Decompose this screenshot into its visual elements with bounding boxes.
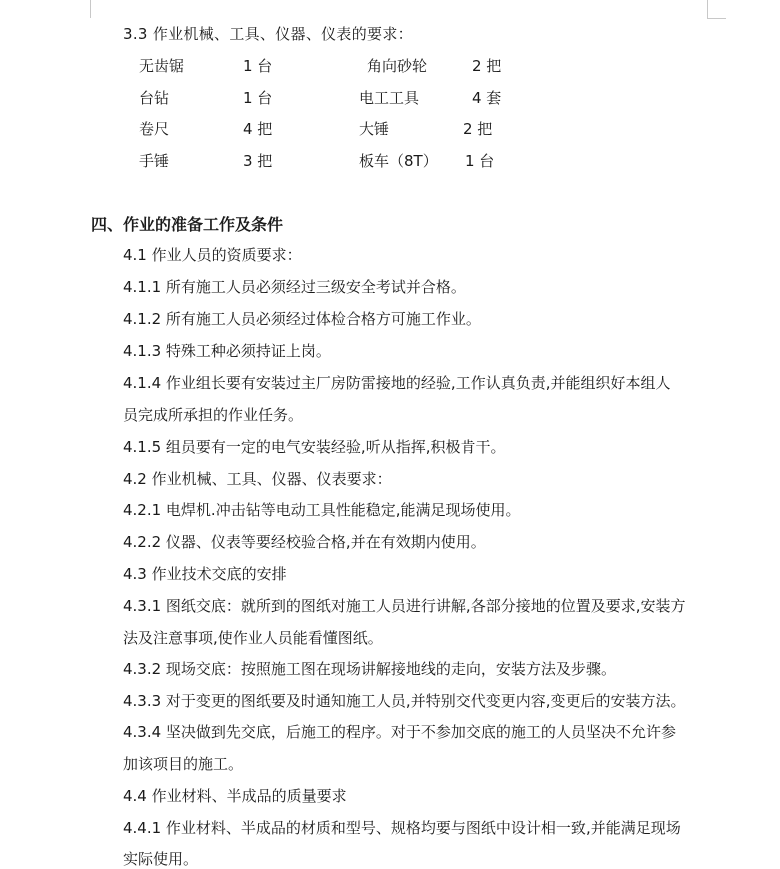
crop-mark-right (707, 0, 726, 19)
doc-line: 实际使用。 (123, 850, 199, 868)
doc-line: 4.1.3 特殊工种必须持证上岗。 (123, 342, 331, 360)
tool-name: 台钻 (139, 89, 170, 107)
doc-line: 4.4.1 作业材料、半成品的材质和型号、规格均要与图纸中设计相一致,并能满足现场 (123, 819, 681, 837)
tool-qty: 1 台 (243, 57, 273, 75)
tool-name: 卷尺 (139, 120, 170, 138)
tool-qty: 2 把 (463, 120, 493, 138)
doc-line: 法及注意事项,使作业人员能看懂图纸。 (123, 629, 383, 647)
crop-mark-left (72, 0, 91, 18)
doc-line: 4.3.1 图纸交底：就所到的图纸对施工人员进行讲解,各部分接地的位置及要求,安装方 (123, 597, 686, 615)
doc-line: 4.1.1 所有施工人员必须经过三级安全考试并合格。 (123, 278, 466, 296)
tool-name: 无齿锯 (139, 57, 185, 75)
tool-qty: 4 把 (243, 120, 273, 138)
doc-line: 员完成所承担的作业任务。 (123, 406, 304, 424)
tool-name: 大锤 (359, 120, 390, 138)
tool-qty: 2 把 (472, 57, 502, 75)
doc-line: 4.3.3 对于变更的图纸要及时通知施工人员,并特别交代变更内容,变更后的安装方法。 (123, 692, 686, 710)
doc-line: 4.1 作业人员的资质要求： (123, 246, 302, 264)
doc-line: 4.3.2 现场交底：按照施工图在现场讲解接地线的走向，安装方法及步骤。 (123, 660, 616, 678)
section-3-3-title: 3.3 作业机械、工具、仪器、仪表的要求： (123, 25, 413, 43)
tool-name: 手锤 (139, 152, 170, 170)
doc-line: 4.3.4 坚决做到先交底，后施工的程序。对于不参加交底的施工的人员坚决不允许参 (123, 723, 676, 741)
doc-line: 4.1.5 组员要有一定的电气安装经验,听从指挥,积极肯干。 (123, 438, 506, 456)
doc-line: 4.3 作业技术交底的安排 (123, 565, 287, 583)
doc-line: 加该项目的施工。 (123, 755, 244, 773)
tool-qty: 1 台 (465, 152, 495, 170)
tool-name: 板车（8T） (359, 152, 438, 170)
tool-name: 电工工具 (359, 89, 420, 107)
tool-qty: 1 台 (243, 89, 273, 107)
tool-qty: 3 把 (243, 152, 273, 170)
doc-line: 4.4 作业材料、半成品的质量要求 (123, 787, 347, 805)
doc-line: 4.1.2 所有施工人员必须经过体检合格方可施工作业。 (123, 310, 481, 328)
doc-line: 4.1.4 作业组长要有安装过主厂房防雷接地的经验,工作认真负责,并能组织好本组人 (123, 374, 671, 392)
doc-line: 4.2 作业机械、工具、仪器、仪表要求： (123, 470, 392, 488)
doc-line: 4.2.1 电焊机.冲击钻等电动工具性能稳定,能满足现场使用。 (123, 501, 521, 519)
doc-line: 4.2.2 仪器、仪表等要经校验合格,并在有效期内使用。 (123, 533, 486, 551)
section-4-heading: 四、作业的准备工作及条件 (91, 215, 284, 234)
tool-qty: 4 套 (472, 89, 502, 107)
tool-name: 角向砂轮 (367, 57, 428, 75)
